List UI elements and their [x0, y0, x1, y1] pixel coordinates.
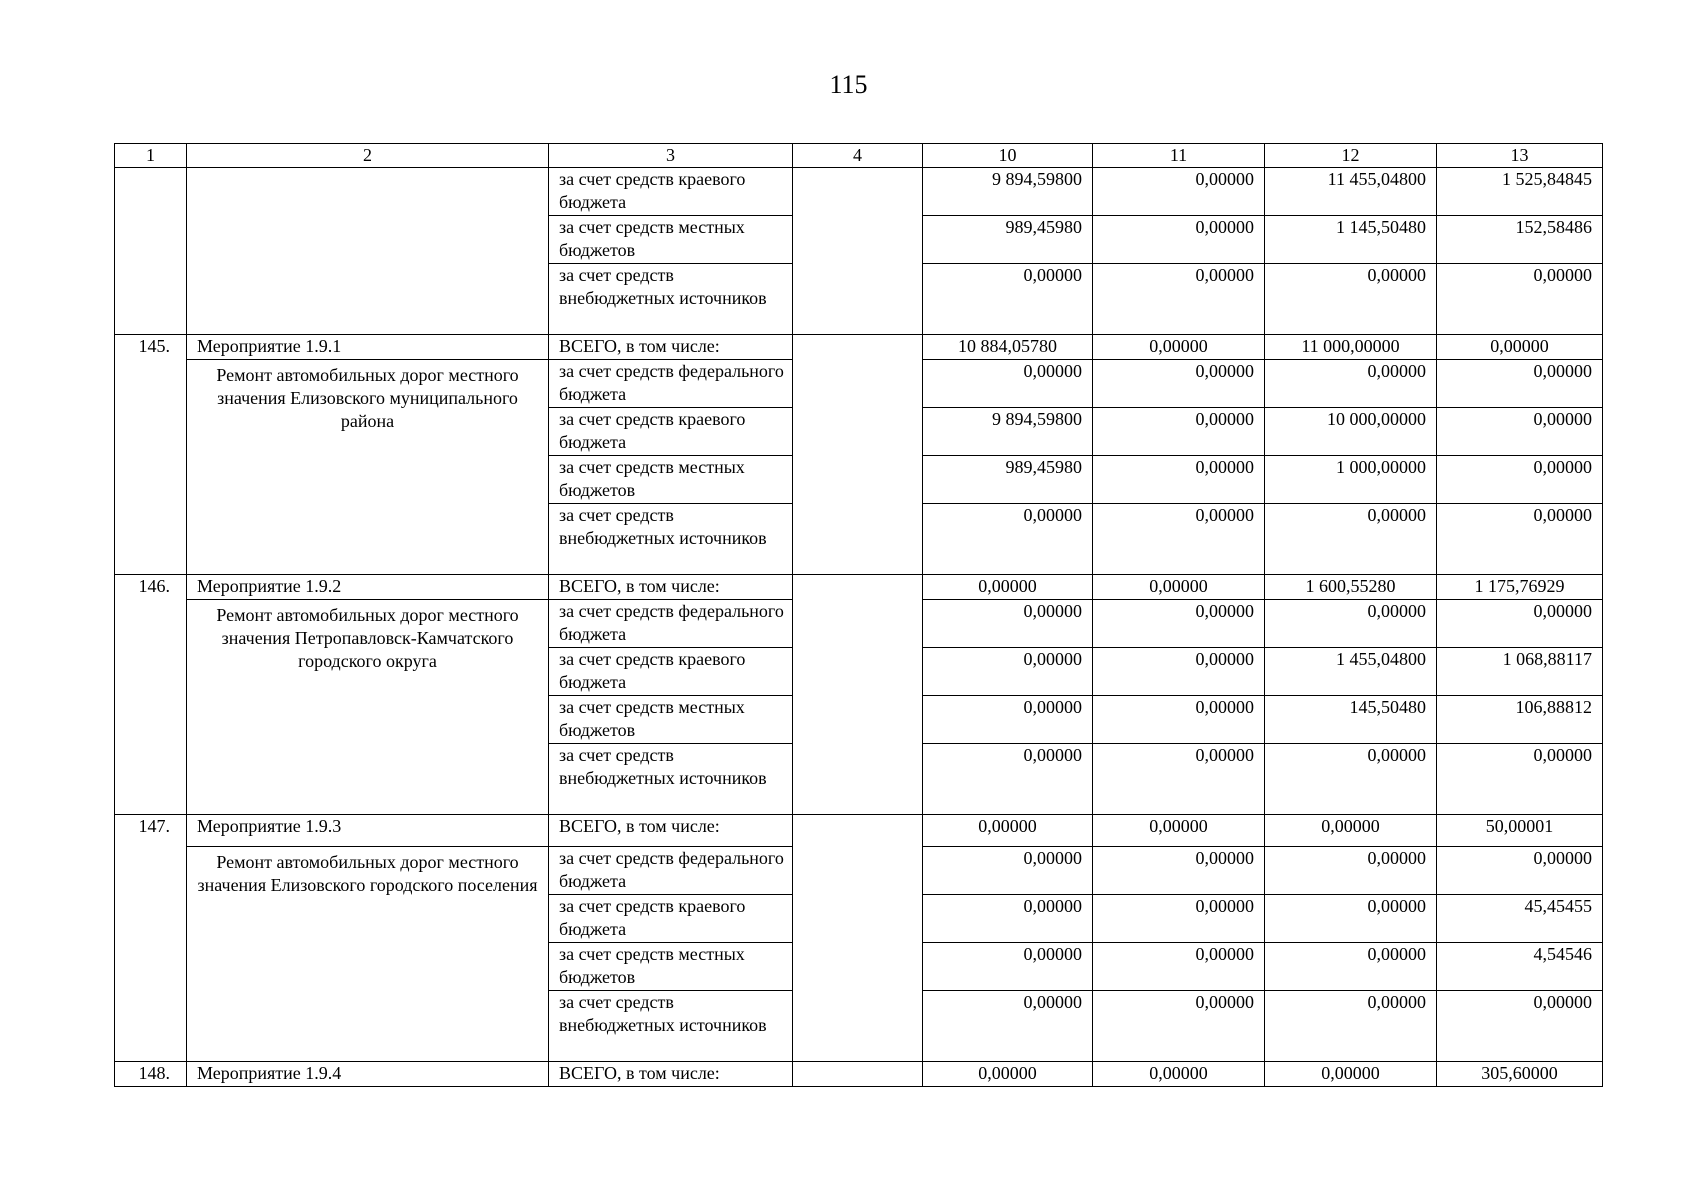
value-col-10: 0,00000	[923, 943, 1093, 991]
value-col-11: 0,00000	[1093, 575, 1265, 600]
funding-source: за счет средств краевого бюджета	[549, 408, 793, 456]
activity-title: Мероприятие 1.9.3	[187, 815, 549, 847]
value-col-10: 9 894,59800	[923, 168, 1093, 216]
value-col-13: 0,00000	[1437, 335, 1603, 360]
value-col-10: 0,00000	[923, 1062, 1093, 1087]
value-col-12: 11 455,04800	[1265, 168, 1437, 216]
value-col-11: 0,00000	[1093, 360, 1265, 408]
value-col-13: 0,00000	[1437, 600, 1603, 648]
value-col-13: 0,00000	[1437, 360, 1603, 408]
index-cell	[115, 168, 187, 335]
funding-source: за счет средств местных бюджетов	[549, 943, 793, 991]
table-row-total	[115, 335, 1603, 360]
value-col-13: 152,58486	[1437, 216, 1603, 264]
activity-cell	[187, 168, 549, 335]
column-4-cell	[793, 815, 923, 1062]
activity-title: Мероприятие 1.9.2	[187, 575, 549, 600]
funding-source: за счет средств краевого бюджета	[549, 168, 793, 216]
value-col-12: 0,00000	[1265, 991, 1437, 1062]
value-col-12: 1 455,04800	[1265, 648, 1437, 696]
value-col-12: 1 145,50480	[1265, 216, 1437, 264]
row-index: 146.	[115, 575, 187, 815]
column-4-cell	[793, 575, 923, 815]
value-col-12: 0,00000	[1265, 895, 1437, 943]
header-row	[115, 144, 1603, 168]
value-col-11: 0,00000	[1093, 456, 1265, 504]
value-col-10: 0,00000	[923, 575, 1093, 600]
value-col-13: 0,00000	[1437, 408, 1603, 456]
value-col-10: 0,00000	[923, 815, 1093, 847]
value-col-13: 1 068,88117	[1437, 648, 1603, 696]
funding-source: за счет средств внебюджетных источников	[549, 744, 793, 815]
column-header-10: 10	[923, 144, 1093, 168]
value-col-11: 0,00000	[1093, 648, 1265, 696]
value-col-10: 0,00000	[923, 264, 1093, 335]
funding-source: за счет средств краевого бюджета	[549, 895, 793, 943]
value-col-11: 0,00000	[1093, 744, 1265, 815]
value-col-11: 0,00000	[1093, 216, 1265, 264]
value-col-10: 0,00000	[923, 696, 1093, 744]
value-col-10: 0,00000	[923, 744, 1093, 815]
column-4-cell	[793, 1062, 923, 1087]
funding-source: за счет средств краевого бюджета	[549, 648, 793, 696]
funding-source: за счет средств местных бюджетов	[549, 216, 793, 264]
row-index: 147.	[115, 815, 187, 1062]
column-4-cell	[793, 335, 923, 575]
value-col-13: 0,00000	[1437, 847, 1603, 895]
funding-source: за счет средств местных бюджетов	[549, 696, 793, 744]
value-col-10: 9 894,59800	[923, 408, 1093, 456]
activity-title: Мероприятие 1.9.4	[187, 1062, 549, 1087]
value-col-10: 10 884,05780	[923, 335, 1093, 360]
funding-source-total: ВСЕГО, в том числе:	[549, 815, 793, 847]
value-col-12: 10 000,00000	[1265, 408, 1437, 456]
column-header-11: 11	[1093, 144, 1265, 168]
funding-source: за счет средств местных бюджетов	[549, 456, 793, 504]
value-col-12: 0,00000	[1265, 600, 1437, 648]
value-col-11: 0,00000	[1093, 168, 1265, 216]
value-col-12: 0,00000	[1265, 264, 1437, 335]
row-index: 145.	[115, 335, 187, 575]
activity-description: Ремонт автомобильных дорог местного значения Петропавловск-Камчатского городского округа	[187, 600, 549, 815]
activity-title: Мероприятие 1.9.1	[187, 335, 549, 360]
value-col-12: 0,00000	[1265, 744, 1437, 815]
value-col-12: 1 000,00000	[1265, 456, 1437, 504]
funding-source: за счет средств федерального бюджета	[549, 360, 793, 408]
funding-source-total: ВСЕГО, в том числе:	[549, 575, 793, 600]
value-col-10: 0,00000	[923, 600, 1093, 648]
value-col-13: 0,00000	[1437, 991, 1603, 1062]
activity-description: Ремонт автомобильных дорог местного значения Елизовского муниципального района	[187, 360, 549, 575]
value-col-11: 0,00000	[1093, 943, 1265, 991]
column-header-12: 12	[1265, 144, 1437, 168]
value-col-13: 1 175,76929	[1437, 575, 1603, 600]
value-col-10: 0,00000	[923, 991, 1093, 1062]
value-col-12: 1 600,55280	[1265, 575, 1437, 600]
funding-source-total: ВСЕГО, в том числе:	[549, 335, 793, 360]
funding-source: за счет средств федерального бюджета	[549, 847, 793, 895]
value-col-10: 0,00000	[923, 504, 1093, 575]
column-header-2: 2	[187, 144, 549, 168]
value-col-11: 0,00000	[1093, 847, 1265, 895]
value-col-12: 11 000,00000	[1265, 335, 1437, 360]
value-col-11: 0,00000	[1093, 264, 1265, 335]
activity-description: Ремонт автомобильных дорог местного значения Елизовского городского поселения	[187, 847, 549, 1062]
value-col-13: 305,60000	[1437, 1062, 1603, 1087]
table-row-total	[115, 815, 1603, 847]
column-header-1: 1	[115, 144, 187, 168]
value-col-10: 0,00000	[923, 360, 1093, 408]
table-row	[115, 168, 1603, 216]
value-col-10: 0,00000	[923, 648, 1093, 696]
funding-source: за счет средств федерального бюджета	[549, 600, 793, 648]
budget-table	[114, 143, 1603, 1087]
funding-source: за счет средств внебюджетных источников	[549, 264, 793, 335]
value-col-10: 989,45980	[923, 216, 1093, 264]
column-header-4: 4	[793, 144, 923, 168]
value-col-12: 0,00000	[1265, 847, 1437, 895]
value-col-11: 0,00000	[1093, 600, 1265, 648]
row-index: 148.	[115, 1062, 187, 1087]
column-4-cell	[793, 168, 923, 335]
value-col-13: 106,88812	[1437, 696, 1603, 744]
value-col-13: 0,00000	[1437, 744, 1603, 815]
value-col-11: 0,00000	[1093, 1062, 1265, 1087]
value-col-11: 0,00000	[1093, 815, 1265, 847]
column-header-3: 3	[549, 144, 793, 168]
value-col-13: 0,00000	[1437, 456, 1603, 504]
value-col-13: 50,00001	[1437, 815, 1603, 847]
column-header-13: 13	[1437, 144, 1603, 168]
value-col-11: 0,00000	[1093, 696, 1265, 744]
value-col-13: 1 525,84845	[1437, 168, 1603, 216]
value-col-13: 4,54546	[1437, 943, 1603, 991]
value-col-11: 0,00000	[1093, 504, 1265, 575]
value-col-12: 145,50480	[1265, 696, 1437, 744]
value-col-11: 0,00000	[1093, 408, 1265, 456]
value-col-11: 0,00000	[1093, 991, 1265, 1062]
value-col-13: 45,45455	[1437, 895, 1603, 943]
value-col-11: 0,00000	[1093, 895, 1265, 943]
funding-source: за счет средств внебюджетных источников	[549, 991, 793, 1062]
value-col-12: 0,00000	[1265, 1062, 1437, 1087]
value-col-11: 0,00000	[1093, 335, 1265, 360]
table-row-total	[115, 1062, 1603, 1087]
page-number: 115	[829, 70, 868, 99]
value-col-12: 0,00000	[1265, 815, 1437, 847]
value-col-13: 0,00000	[1437, 264, 1603, 335]
funding-source: за счет средств внебюджетных источников	[549, 504, 793, 575]
value-col-12: 0,00000	[1265, 504, 1437, 575]
value-col-12: 0,00000	[1265, 943, 1437, 991]
table-row-total	[115, 575, 1603, 600]
value-col-12: 0,00000	[1265, 360, 1437, 408]
value-col-10: 0,00000	[923, 847, 1093, 895]
value-col-10: 989,45980	[923, 456, 1093, 504]
value-col-13: 0,00000	[1437, 504, 1603, 575]
value-col-10: 0,00000	[923, 895, 1093, 943]
funding-source-total: ВСЕГО, в том числе:	[549, 1062, 793, 1087]
